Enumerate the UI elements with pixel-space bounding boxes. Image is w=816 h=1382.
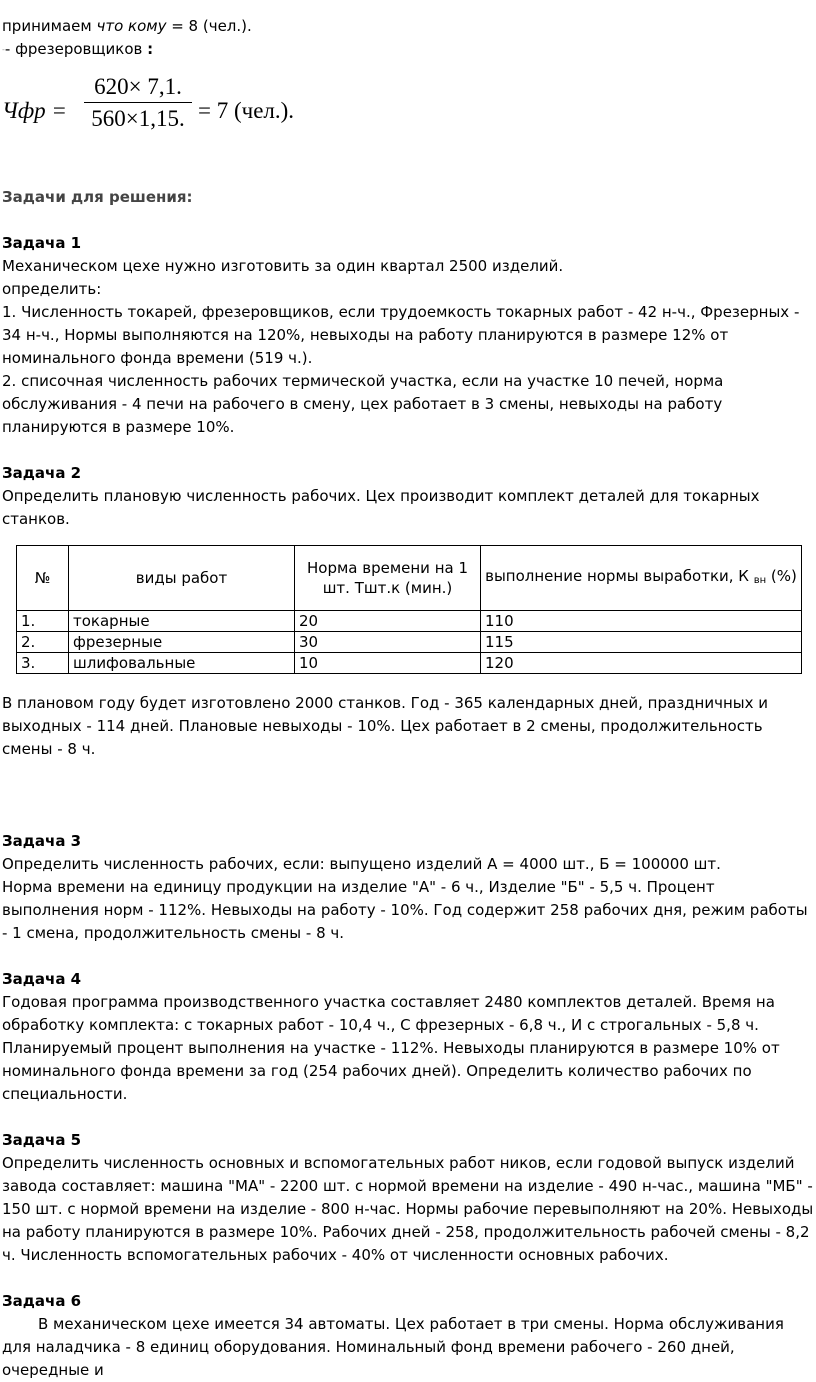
cell-kind: токарные (69, 611, 295, 632)
cell-fulfilment: 115 (481, 632, 802, 653)
cell-norm: 20 (295, 611, 481, 632)
list-marker: - (2, 45, 5, 54)
table-row (17, 653, 802, 674)
cell-fulfilment: 120 (481, 653, 802, 674)
cell-kind: шлифовальные (69, 653, 295, 674)
spacer (2, 209, 814, 232)
cell-norm: 30 (295, 632, 481, 653)
spacer (2, 761, 814, 830)
spacer (2, 674, 814, 692)
table-row (17, 632, 802, 653)
header-norm: Норма времени на 1 шт. Тшт.к (мин.) (295, 546, 481, 611)
table-header-row (17, 546, 802, 611)
header-fulfilment-text: выполнение нормы выработки, К (485, 566, 754, 585)
formula-fraction (84, 75, 192, 130)
task-4-text: Годовая программа производственного участка составляет 2480 комплектов деталей. Время на обработку комплекта: с токарных работ - 10,4 ч., С фрезерных - 6,8 ч., И с строгальных - 5,8 ч. Планируемый процент выполнения на участке - 112%. Невыходы планируются в размере 10% от номинального фонда времени за год (254 рабочих дней). Определить количество рабочих по специальности. (2, 993, 780, 1103)
formula-numerator: 620× 7,1. (84, 75, 192, 103)
cell-fulfilment: 110 (481, 611, 802, 632)
cell-number: 2. (17, 632, 69, 653)
table-row (17, 611, 802, 632)
task-1-line: 2. списочная численность рабочих термической участка, если на участке 10 печей, норма обслуживания - 4 печи на рабочего в смену, цех работает в 3 смены, невыходы на работу планируются в размере 10%. (2, 372, 724, 436)
task-1-line: 1. Численность токарей, фрезеровщиков, если трудоемкость токарных работ - 42 н-ч., Фрезерных - 34 н-ч., Нормы выполняются на 120%, невыходы на работу планируются в размере 12% от номинального фонда времени (519 ч.). (2, 303, 800, 367)
spacer (2, 163, 814, 186)
task-5-title: Задача 5 (2, 1131, 82, 1149)
cell-number: 1. (17, 611, 69, 632)
spacer (2, 945, 814, 968)
header-kind: виды работ (69, 546, 295, 611)
task-1-line: Механическом цехе нужно изготовить за один квартал 2500 изделий. (2, 257, 564, 275)
work-norms-table (16, 545, 802, 674)
task-5-text: Определить численность основных и вспомогательных работ ников, если годовой выпуск изделий завода составляет: машина "МА" - 2200 шт. с нормой времени на изделие - 490 н-час., машина "МБ" - 150 шт. с нормой времени на изделие - 800 н-час. Нормы рабочие перевыполняют на 20%. Невыходы на работу планируются в размере 10%. Рабочих дней - 258, продолжительность рабочей смены - 8,2 ч. Численность вспомогательных рабочих - 40% от численности основных рабочих. (2, 1154, 814, 1264)
header-fulfilment-sub: вн (753, 574, 767, 586)
intro-prefix: принимаем (2, 17, 92, 35)
task-1-line: определить: (2, 280, 102, 298)
intro-line-2 (2, 38, 814, 61)
formula-image (2, 73, 814, 163)
task-4-title: Задача 4 (2, 970, 82, 988)
task-6-text: В механическом цехе имеется 34 автоматы. Цех работает в три смены. Норма обслуживания для наладчика - 8 единиц оборудования. Номинальный фонд времени рабочего - 260 дней, очередные и (2, 1315, 784, 1379)
task-3-title: Задача 3 (2, 832, 82, 850)
header-fulfilment (481, 546, 802, 611)
section-title: Задачи для решения: (2, 188, 193, 206)
document-page (2, 15, 814, 1382)
formula-lhs: Чфр = (2, 98, 67, 123)
task-2-intro: Определить плановую численность рабочих. Цех производит комплект деталей для токарных станков. (2, 487, 760, 528)
spacer (2, 1267, 814, 1290)
intro-suffix: = 8 (чел.). (166, 17, 252, 35)
task-6-title: Задача 6 (2, 1292, 82, 1310)
milling-label: - фрезеровщиков (4, 40, 143, 58)
milling-colon: : (147, 40, 154, 58)
intro-line-1 (2, 15, 814, 38)
formula-rhs: = 7 (чел.). (198, 98, 295, 123)
spacer (2, 1106, 814, 1129)
cell-norm: 10 (295, 653, 481, 674)
task-1-title: Задача 1 (2, 234, 82, 252)
header-fulfilment-unit: (%) (766, 566, 797, 585)
header-number: № (17, 546, 69, 611)
formula-denominator: 560×1,15. (91, 106, 185, 131)
cell-number: 3. (17, 653, 69, 674)
task-2-outro: В плановом году будет изготовлено 2000 станков. Год - 365 календарных дней, праздничных и выходных - 114 дней. Плановые невыходы - 10%. Цех работает в 2 смены, продолжительность смены - 8 ч. (2, 694, 769, 758)
intro-italic: что кому (96, 17, 167, 35)
cell-kind: фрезерные (69, 632, 295, 653)
spacer (2, 439, 814, 462)
task-3-line: Норма времени на единицу продукции на изделие "А" - 6 ч., Изделие "Б" - 5,5 ч. Процент выполнения норм - 112%. Невыходы на работу - 10%. Год содержит 258 рабочих дня, режим работы - 1 смена, продолжительность смены - 8 ч. (2, 878, 808, 942)
task-3-line: Определить численность рабочих, если: выпущено изделий А = 4000 шт., Б = 100000 шт. (2, 855, 721, 873)
task-2-title: Задача 2 (2, 464, 82, 482)
